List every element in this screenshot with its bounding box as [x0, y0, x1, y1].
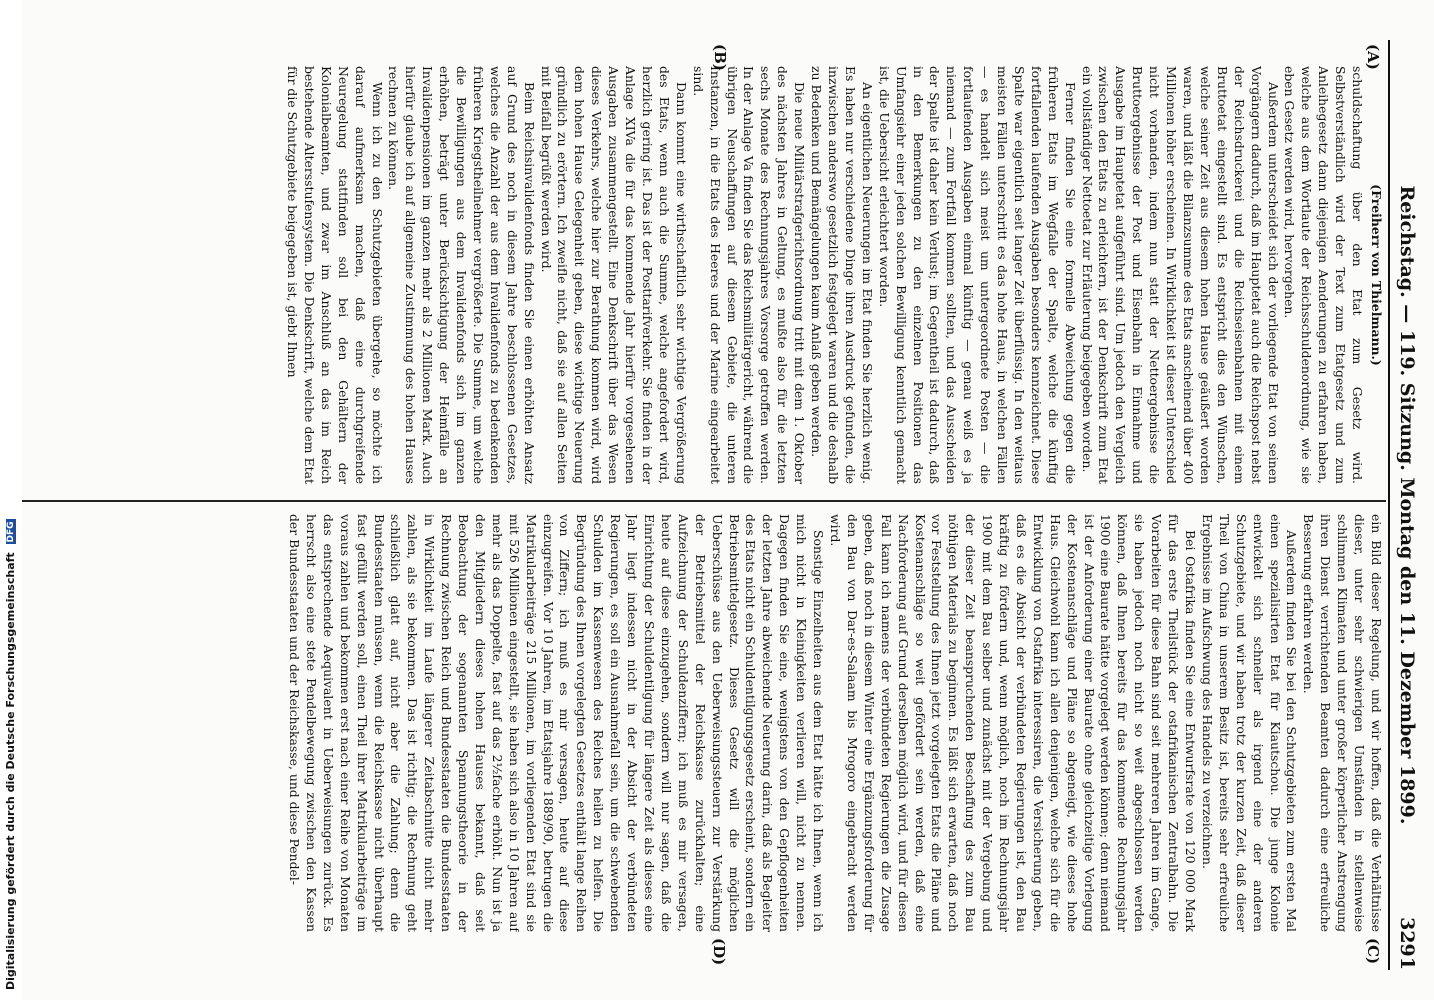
header-title: Reichstag. — 119. Sitzung. Montag den 11. Dezember 1899. — [1396, 185, 1418, 825]
funding-note — [4, 519, 17, 990]
margin-marker-a: (A) — [1364, 44, 1382, 70]
left-column — [12, 66, 1384, 484]
margin-marker-c: (C) — [1364, 938, 1382, 965]
paragraph: schuldschaftung über den Etat zum Gesetz wird. Selbstverständlich wird der Text zum Etatgesetz und zum Anleihegesetz dann diejenigen Aenderungen zu erfahren haben, welche aus dem Wortlaute der Reichsschuldenordnung, wie sie eben Gesetz werden wird, hervorgehen. — [1282, 66, 1366, 484]
paragraph: Außerdem finden Sie bei den Schutzgebieten zum ersten Mal einen spezialisirten Etat für Kiautschou. Die junge Kolonie entwickelt sich schneller als irgend eine der anderen Schutzgebiete, und wir haben trotz der kurzen Zeit, daß dieser Theil von China in unserem Besitz ist, bereits sehr erfreuliche Ergebnisse im Aufschwung des Handels zu verzeichnen. — [1199, 514, 1300, 932]
dfg-logo: DFG — [6, 521, 16, 543]
margin-marker-d: (D) — [710, 938, 728, 966]
paragraph: An eigentlichen Neuerungen im Etat finden Sie herzlich wenig. Es haben nur verschiedene Dinge ihren Ausdruck gefunden, die inzwischen anderswo gesetzlich festgelegt waren und die deshalb zu Bedenken und Bemängelungen kaum Anlaß geben werden. — [809, 66, 875, 484]
footer-strip — [0, 0, 22, 1000]
page-number: 3291 — [1396, 917, 1418, 970]
paragraph: ein Bild dieser Regelung, und wir hoffen, daß die Verhältnisse dieser, unter sehr schwierigen Umständen in stellenweise schlimmen Klimaten und unter großer körperlicher Anstrengung ihren Dienst verrichtenden Beamten dadurch eine erfreuliche Besserung erfahren werden. — [1301, 514, 1384, 932]
page-header — [1388, 40, 1422, 970]
paragraph: Dann kommt eine wirthschaftlich sehr wichtige Vergrößerung des Etats, wenn auch die Summe, welche angefordert wird, herzlich gering ist. Das ist der Posttarifverkehr. Sie finden in der Anlage XIVa die für das kommende Jahr hierfür vorgesehenen Ausgaben zusammengestellt. Eine Denkschrift über das Wesen dieses Verkehrs, welche hier zur Berathung kommen wird, wird dem hohen Hause Gelegenheit geben, diese wichtige Neuerung gründlich zu erörtern. Ich zweifle nicht, daß sie auf allen Seiten mit Beifall begrüßt werden wird. — [538, 66, 689, 484]
funding-text: Digitalisierung gefördert durch die Deutsche Forschungsgemeinschaft — [4, 552, 17, 990]
paragraph: Wenn ich zu den Schutzgebieten übergehe, so möchte ich darauf aufmerksam machen, daß eine durchgreifende Neuregelung stattfinden soll bei den Gehältern der Kolonialbeamten, und zwar im Anschluß an das im Reich bestehende Altersstufensystem. Die Denkschrift, welche dem Etat für die Schutzgebiete beigegeben ist, giebt Ihnen — [285, 66, 385, 484]
paragraph: Bei Ostafrika finden Sie eine Entwurfsrate von 120 000 Mark für das erste Theilstück der ostafrikanischen Zentralbahn. Die Vorarbeiten für diese Bahn sind seit mehreren Jahren im Gange, sie haben jedoch noch nicht so weit abgeschlossen werden können, daß Ihnen bereits für das kommende Rechnungsjahr 1900 eine Baurate hätte vorgelegt werden können; denn niemand ist der Anforderung einer Baurate ohne gleichzeitige Vorlegung der Kostenanschläge und Pläne so abgeneigt, wie dieses hohe Haus. Gleichwohl kann ich allen denjenigen, welche sich für die Entwicklung von Ostafrika interessiren, die Versicherung geben, daß es die Absicht der verbündeten Regierungen ist, den Bau kräftig zu fördern und, wenn möglich, noch im Rechnungsjahr 1900 mit dem Bau selber und zunächst mit der Vergebung und der dieser Zeit beanspruchenden Beschaffung des zum Bau nöthigen Materials zu beginnen. Es läßt sich erwarten, daß noch vor Feststellung des Ihnen jetzt vorgelegten Etats die Pläne und Kostenanschläge so weit gefördert sein werden, daß eine Nachforderung auf Grund derselben möglich wird, und für diesen Fall kann ich namens der verbündeten Regierungen die Zusage geben, daß noch in diesem Winter eine Ergänzungsforderung für den Bau von Dar-es-Salaam bis Mrogoro eingebracht werden wird. — [828, 514, 1199, 932]
paragraph: Sonstige Einzelheiten aus dem Etat hätte ich Ihnen, wenn ich mich nicht in Kleinigkeiten verlieren will, nicht zu nennen. Dagegen finden Sie eine, wenigstens von den Gepflogenheiten der letzten Jahre abweichende Neuerung darin, daß als Begleiter des Etats nicht ein Schuldentilgungsgesetz erscheint, sondern ein Betriebsmittelgesetz. Dieses Gesetz will die möglichen Ueberschüsse aus den Ueberweisungssteuern zur Verstärkung der Betriebsmittel der Reichskasse zurückhalten; eine Aufzeichnung der Schuldenziffern; ich muß es mir versagen, heute auf diese einzugehen, sondern will nur sagen, daß die Einrichtung der Schuldentilgung für längere Zeit als dieses eine Jahr liegt indessen nicht in der Absicht der verbündeten Regierungen, es soll ein Ausnahmefall sein, um die schwebenden Schulden im Kassenwesen des Reiches heilen zu helfen. Die Begründung des Ihnen vorgelegten Gesetzes enthält lange Reihen von Ziffern; ich muß es mir versagen, heute auf diese einzugreifen. Vor 10 Jahren, im Etatsjahre 1889/90, betrugen die Matrikularbeiträge 215 Millionen, im vorliegenden Etat sind sie mit 526 Millionen eingestellt, sie haben sich also in 10 Jahren auf mehr als das Doppelte, fast auf das 2½fache erhöht. Nun ist ja den Mitgliedern dieses hohen Hauses bekannt, daß seit Beobachtung der sogenannten Spannungstheorie in der Rechnung zwischen Reich und Bundesstaaten die Bundesstaaten in Wirklichkeit im Laufe längerer Zeitabschnitte nicht mehr zahlen, als sie bekommen. Das ist richtig; die Rechnung geht schließlich glatt auf, nicht aber die Zahlung; denn die Bundesstaaten müssen, wenn die Reichskasse nicht überhaupt fast gefüllt werden soll, einen Theil ihrer Matrikularbeiträge im voraus zahlen und bekommen erst nach einer Reihe von Monaten das entsprechende Aequivalent in Ueberweisungen zurück. Es herrscht also eine stete Pendelbewegung zwischen den Kassen der Bundesstaaten und der Reichskasse, und diese Pendel- — [287, 514, 827, 932]
right-column — [12, 514, 1384, 932]
margin-marker-b: (B) — [711, 44, 729, 71]
paragraph: Die neue Militärstrafgerichtsordnung tritt mit dem 1. Oktober des nächsten Jahres in Geltung, es mußte also für die letzten sechs Monate des Rechnungsjahres Vorsorge getroffen werden. In der Anlage Va finden Sie das Reichsmilitärgericht, während die übrigen Neuschaffungen auf diesem Gebiete, die unteren Instanzen, in die Etats des Heeres und der Marine eingearbeitet sind. — [690, 66, 808, 484]
column-divider — [10, 500, 1386, 502]
paragraph: Außerdem unterscheidet sich der vorliegende Etat von seinen Vorgängern dadurch, daß im Hauptetat auch die Reichspost nebst der Reichsdruckerei und die Reichseisenbahnen mit einem Bruttoetat eingestellt sind. Es entspricht dies den Wünschen, welche seiner Zeit aus diesem hohen Hause geäußert worden waren, und läßt die Bilanzsumme des Etats anscheinend über 400 Millionen höher erscheinen. In Wirklichkeit ist dieser Unterschied nicht vorhanden, indem nun statt der Nettoergebnisse die Bruttoergebnisse der Post und Eisenbahn in Einnahme und Ausgabe im Hauptetat aufgeführt sind. Um jedoch den Vergleich zwischen den Etats zu erleichtern, ist der Denkschrift zum Etat ein vollständiger Nettoetat zur Erläuterung beigegeben worden. — [1079, 66, 1281, 484]
speaker-name: (Freiherr von Thielmann.) — [1369, 184, 1384, 366]
paragraph: Ferner finden Sie eine formelle Abweichung gegen die früheren Etats im Wegfalle der Spalte, welche die künftig fortfallenden laufenden Ausgaben besonders kennzeichnet. Diese Spalte war eigentlich seit langer Zeit überflüssig. In den weitaus meisten Fällen unterschritt es das hohe Haus, in welchen Fällen — es handelt sich meist um untergeordnete Posten — die fortlaufenden Ausgaben einmal künftig — genau weiß es ja niemand — zum Fortfall kommen sollten, und das Ausscheiden der Spalte ist daher kein Verlust; im Gegentheil ist dadurch, daß in den Bemerkungen zu den einzelnen Positionen das Umfangsiehr einer jeden solchen Bewilligung kenntlich gemacht ist, die Uebersicht erleichtert worden. — [876, 66, 1078, 484]
paragraph: Beim Reichsinvalidenfonds finden Sie einen erhöhten Ansatz auf Grund des noch in diesem Jahre beschlossenen Gesetzes, welches die Anzahl der aus dem Invalidenfonds zu bedenkenden früheren Kriegstheilnehmer vergrößerte. Die Summe, um welche die Bewilligungen aus dem Invalidenfonds sich im ganzen erhöhen, beträgt unter Berücksichtigung der Heimfälle an Invalidenpensionen im ganzen mehr als 2 Millionen Mark. Auch hierfür glaube ich auf allgemeine Zustimmung des hohen Hauses rechnen zu können. — [386, 66, 537, 484]
